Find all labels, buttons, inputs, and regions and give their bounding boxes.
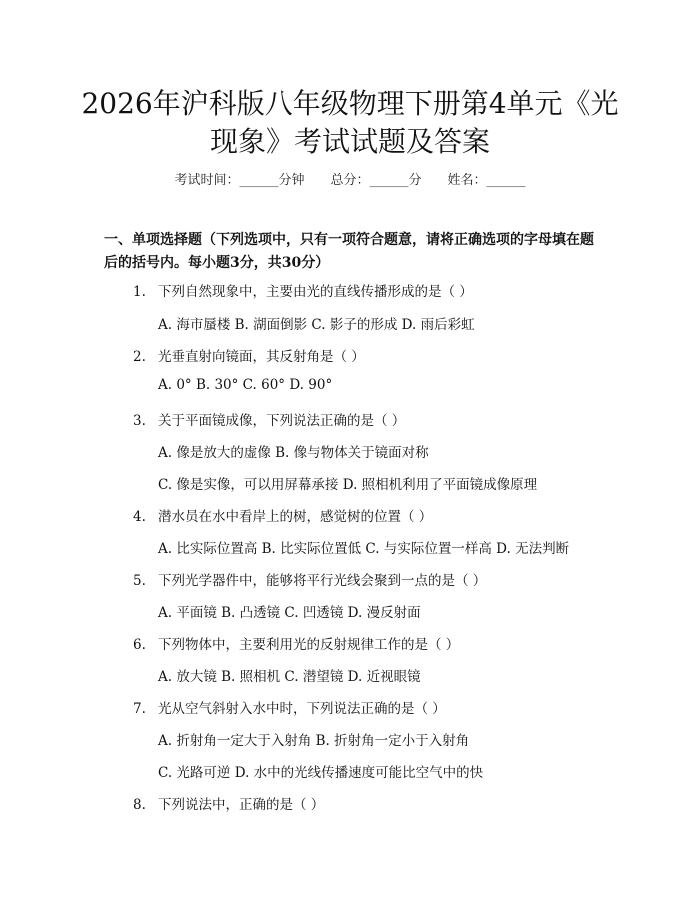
question-number: 2.	[133, 349, 146, 365]
question-5	[133, 569, 486, 589]
question-stem: 下列说法中，正确的是（ ）	[158, 797, 325, 813]
question-4-options: A. 比实际位置高 B. 比实际位置低 C. 与实际位置一样高 D. 无法判断	[158, 541, 570, 557]
question-3-options-line-1: A. 像是放大的虚像 B. 像与物体关于镜面对称	[158, 445, 429, 461]
exam-time-field: 考试时间：______分钟	[174, 173, 305, 188]
total-score-field: 总分：______分	[330, 173, 422, 188]
question-stem: 潜水员在水中看岸上的树，感觉树的位置（ ）	[158, 509, 433, 525]
exam-title-line-1: 2026年沪科版八年级物理下册第4单元《光	[81, 87, 619, 120]
question-7-options-line-2: C. 光路可逆 D. 水中的光线传播速度可能比空气中的快	[158, 765, 484, 781]
question-number: 1.	[133, 284, 146, 300]
question-7-options-line-1: A. 折射角一定大于入射角 B. 折射角一定小于入射角	[158, 733, 470, 749]
question-number: 3.	[133, 413, 146, 429]
question-stem: 光垂直射向镜面，其反射角是（ ）	[158, 349, 365, 365]
question-number: 5.	[133, 573, 146, 589]
question-2	[133, 345, 365, 365]
question-stem: 下列物体中，主要利用光的反射规律工作的是（ ）	[158, 637, 460, 653]
question-number: 8.	[133, 797, 146, 813]
exam-meta	[0, 169, 700, 188]
question-1	[133, 280, 473, 300]
question-number: 4.	[133, 509, 146, 525]
question-6	[133, 633, 459, 653]
question-5-options: A. 平面镜 B. 凸透镜 C. 凹透镜 D. 漫反射面	[158, 605, 421, 621]
question-1-options: A. 海市蜃楼 B. 湖面倒影 C. 影子的形成 D. 雨后彩虹	[158, 317, 475, 333]
question-stem: 下列自然现象中，主要由光的直线传播形成的是（ ）	[158, 284, 473, 300]
question-number: 7.	[133, 701, 146, 717]
question-8	[133, 793, 324, 813]
question-7	[133, 697, 446, 717]
question-3	[133, 409, 405, 429]
question-2-options: A. 0° B. 30° C. 60° D. 90°	[158, 377, 333, 393]
exam-title-line-2: 现象》考试试题及答案	[209, 125, 490, 158]
student-name-field: 姓名：______	[447, 173, 526, 188]
question-3-options-line-2: C. 像是实像，可以用屏幕承接 D. 照相机利用了平面镜成像原理	[158, 477, 538, 493]
question-number: 6.	[133, 637, 146, 653]
question-stem: 关于平面镜成像，下列说法正确的是（ ）	[158, 413, 406, 429]
question-4	[133, 505, 432, 525]
question-stem: 光从空气斜射入水中时，下列说法正确的是（ ）	[158, 701, 446, 717]
section-heading: 一、单项选择题（下列选项中，只有一项符合题意，请将正确选项的字母填在题后的括号内。每小题3分，共30分）	[104, 232, 594, 271]
question-6-options: A. 放大镜 B. 照相机 C. 潜望镜 D. 近视眼镜	[158, 669, 421, 685]
question-stem: 下列光学器件中，能够将平行光线会聚到一点的是（ ）	[158, 573, 487, 589]
